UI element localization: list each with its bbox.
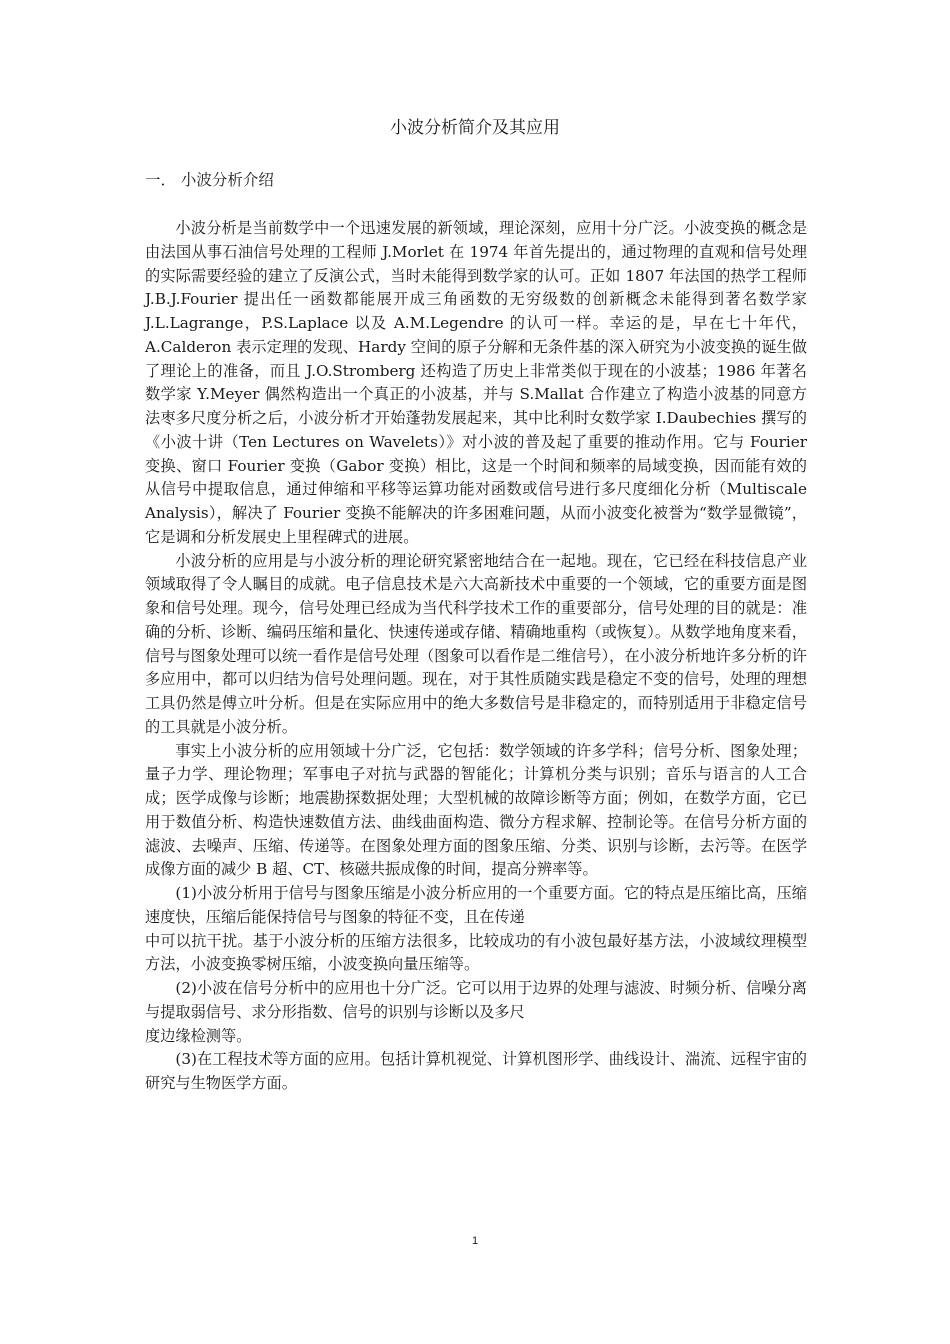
paragraph-applications-overview: 小波分析的应用是与小波分析的理论研究紧密地结合在一起地。现在，它已经在科技信息产业领域取得了令人瞩目的成就。电子信息技术是六大高新技术中重要的一个领域，它的重要方面是图象和信号处理。现今，信号处理已经成为当代科学技术工作的重要部分，信号处理的目的就是：准确的分析、诊断、编码压缩和量化、快速传递或存储、精确地重构（或恢复）。从数学地角度来看，信号与图象处理可以统一看作是信号处理（图象可以看作是二维信号），在小波分析地许多分析的许多应用中，都可以归结为信号处理问题。现在，对于其性质随实践是稳定不变的信号，处理的理想工具仍然是傅立叶分析。但是在实际应用中的绝大多数信号是非稳定的，而特别适用于非稳定信号的工具就是小波分析。 [145,551,807,736]
paragraph-item-3: (3)在工程技术等方面的应用。包括计算机视觉、计算机图形学、曲线设计、湍流、远程宇宙的研究与生物医学方面。 [145,1050,807,1092]
document-body [145,217,807,1096]
paragraph-application-fields: 事实上小波分析的应用领域十分广泛，它包括：数学领域的许多学科；信号分析、图象处理；量子力学、理论物理；军事电子对抗与武器的智能化；计算机分类与识别；音乐与语言的人工合成；医学成像与诊断；地震勘探数据处理；大型机械的故障诊断等方面；例如，在数学方面，它已用于数值分析、构造快速数值方法、曲线曲面构造、微分方程求解、控制论等。在信号分析方面的滤波、去噪声、压缩、传递等。在图象处理方面的图象压缩、分类、识别与诊断，去污等。在医学成像方面的减少 B 超、CT、核磁共振成像的时间，提高分辨率等。 [145,741,807,879]
document-title: 小波分析简介及其应用 [390,118,560,138]
section-heading: 一． 小波分析介绍 [145,171,274,189]
paragraph-item-2: (2)小波在信号分析中的应用也十分广泛。它可以用于边界的处理与滤波、时频分析、信噪分离与提取弱信号、求分形指数、信号的识别与诊断以及多尺 [145,979,807,1021]
paragraph-item-1-continued: 中可以抗干扰。基于小波分析的压缩方法很多，比较成功的有小波包最好基方法，小波域纹理模型方法，小波变换零树压缩，小波变换向量压缩等。 [145,931,807,974]
paragraph-item-1: (1)小波分析用于信号与图象压缩是小波分析应用的一个重要方面。它的特点是压缩比高，压缩速度快，压缩后能保持信号与图象的特征不变，且在传递 [145,884,807,926]
paragraph-item-2-continued: 度边缘检测等。 [145,1026,252,1045]
page-number: 1 [471,1235,479,1247]
paragraph-history: 小波分析是当前数学中一个迅速发展的新领域，理论深刻，应用十分广泛。小波变换的概念是由法国从事石油信号处理的工程师 J.Morlet 在 1974 年首先提出的，通过物理的直观和信号处理的实际需要经验的建立了反演公式，当时未能得到数学家的认可。正如 1807 年法国的热学工程师 J.B.J.Fourier 提出任一函数都能展开成三角函数的无穷级数的创新概念未能得到著名数学家 J.L.Lagrange，P.S.Laplace 以及 A.M.Legendre 的认可一样。幸运的是，早在七十年代，A.Calderon 表示定理的发现、Hardy 空间的原子分解和无条件基的深入研究为小波变换的诞生做了理论上的准备，而且 J.O.Stromberg 还构造了历史上非常类似于现在的小波基；1986 年著名数学家 Y.Meyer 偶然构造出一个真正的小波基，并与 S.Mallat 合作建立了构造小波基的同意方法枣多尺度分析之后，小波分析才开始蓬勃发展起来，其中比利时女数学家 I.Daubechies 撰写的《小波十讲（Ten Lectures on Wavelets）》对小波的普及起了重要的推动作用。它与 Fourier 变换、窗口 Fourier 变换（Gabor 变换）相比，这是一个时间和频率的局域变换，因而能有效的从信号中提取信息，通过伸缩和平移等运算功能对函数或信号进行多尺度细化分析（Multiscale Analysis），解决了 Fourier 变换不能解决的许多困难问题，从而小波变化被誉为“数学显微镜”，它是调和分析发展史上里程碑式的进展。 [145,219,807,546]
